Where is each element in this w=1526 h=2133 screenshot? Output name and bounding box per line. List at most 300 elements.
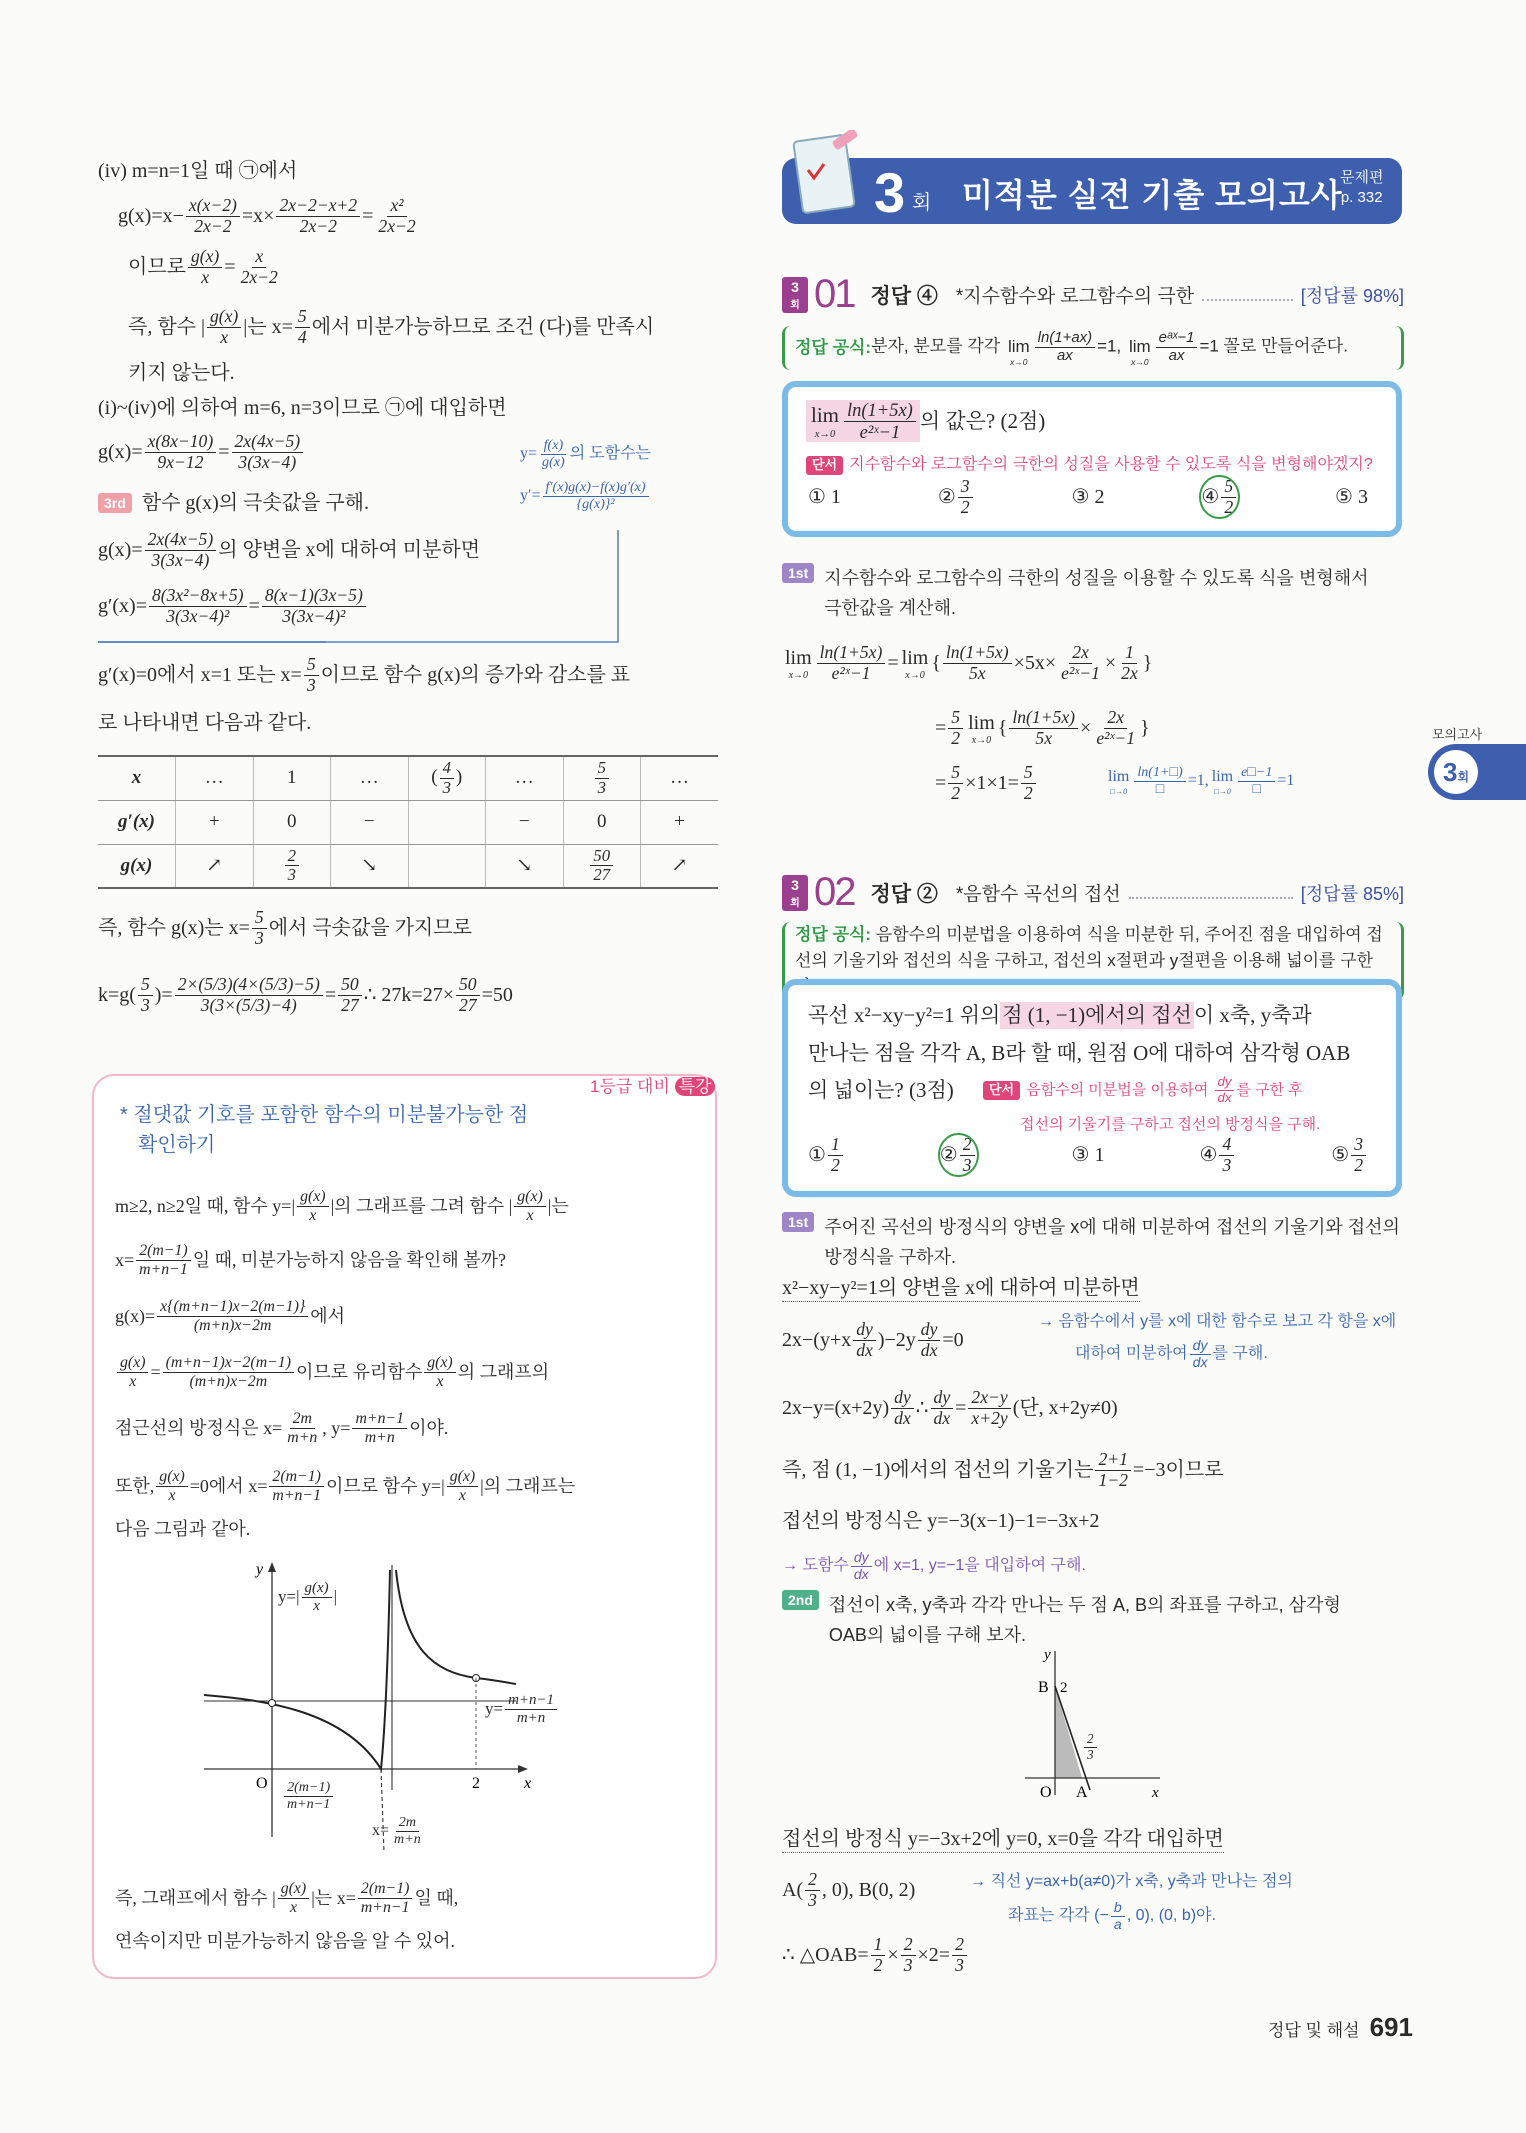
denominator: 2 [873, 1954, 883, 1975]
chapter-title: 미적분 실전 기출 모의고사 [962, 177, 1343, 213]
text-segment: =1 [1277, 771, 1295, 789]
choices [808, 477, 1368, 517]
side-tab-num: 3 [1442, 757, 1458, 787]
fraction [117, 1354, 148, 1390]
step-line: OAB의 넓이를 구해 보자. [828, 1625, 1027, 1645]
text-segment: =0 [942, 1329, 964, 1352]
fraction [302, 1580, 332, 1614]
numerator: dy [1215, 1075, 1235, 1091]
denominator: x+2y [971, 1407, 1008, 1428]
solution-line [935, 763, 1038, 803]
a-value-label [1082, 1732, 1099, 1763]
table-cell [331, 800, 409, 844]
problem-ref-page: p. 332 [1340, 189, 1383, 206]
text-segment: g(x)= [98, 539, 143, 562]
step-badge: 2nd [782, 1590, 819, 1610]
text-segment: 즉, 함수 | [128, 316, 205, 339]
hint-text: 접선의 기울기를 구하고 접선의 방정식을 구해. [1020, 1116, 1321, 1133]
numerator: 2x−y [968, 1388, 1010, 1409]
tip-title [120, 1100, 528, 1160]
fraction [285, 847, 299, 885]
numerator: 5 [1221, 477, 1236, 498]
case-iv-heading [98, 158, 297, 184]
fraction [136, 1242, 191, 1278]
table-row [98, 844, 718, 888]
choice-option [1331, 1135, 1368, 1175]
denominator: 3(3x−4)² [166, 605, 230, 626]
numerator: x² [387, 196, 406, 217]
limit-subscript: x→0 [1131, 356, 1149, 367]
denominator: e²ˣ−1 [831, 662, 871, 683]
step-line: 접선이 x축, y축과 각각 만나는 두 점 A, B의 좌표를 구하고, 삼각형 [828, 1595, 1341, 1615]
fraction [844, 400, 916, 442]
numerator: 5 [1021, 763, 1036, 784]
text-segment: 만나는 점을 각각 A, B라 할 때, 원점 O에 대하여 삼각형 OAB [808, 1041, 1351, 1065]
fraction [1009, 708, 1078, 748]
text-segment: → 음함수에서 y를 x에 대한 함수로 보고 각 항을 x에 [1038, 1313, 1397, 1330]
numerator: ln(1+5x) [817, 643, 886, 664]
fraction [1238, 765, 1275, 798]
formula-label: 정답 공식: [795, 337, 872, 357]
text-line [98, 908, 472, 948]
denominator: 3 [287, 865, 296, 885]
answer-formula [782, 326, 1404, 370]
text-segment: =−3이므로 [1132, 1459, 1224, 1482]
tip-line [115, 1242, 506, 1278]
step-text [829, 1590, 1341, 1650]
text-segment: |는 x= [243, 316, 293, 339]
limit-subscript: x→0 [814, 428, 836, 440]
denominator: 2 [1224, 496, 1234, 517]
fraction [1351, 1135, 1366, 1175]
numerator: 1 [828, 1135, 843, 1156]
answer: 정답 ④ [870, 284, 938, 308]
text-segment: 연속이지만 미분가능하지 않음을 알 수 있어. [115, 1931, 455, 1951]
table-cell [408, 756, 486, 800]
numerator: 3 [958, 477, 973, 498]
question-text [808, 1002, 1312, 1029]
fraction [543, 480, 649, 513]
denominator: 2 [960, 496, 970, 517]
limit-symbol: lim [968, 712, 995, 735]
tip-title-line: * 절댓값 기호를 포함한 함수의 미분불가능한 점 [120, 1104, 529, 1126]
numerator: dy [853, 1320, 876, 1341]
text-segment: 의 넓이는? (3점) [808, 1078, 954, 1102]
text-line [98, 395, 507, 421]
limit-subscript: □→0 [1214, 786, 1231, 796]
numerator: 2x [1069, 643, 1092, 664]
hint-text [1026, 1075, 1303, 1106]
limit [1108, 767, 1129, 796]
curve-label [278, 1580, 337, 1614]
chapter-number: 3 [874, 161, 906, 224]
denominator: 2x−2 [299, 215, 337, 236]
equation-line [128, 247, 283, 287]
text-segment: … [204, 767, 224, 789]
solution-line [935, 708, 1150, 748]
numerator: dy [1190, 1338, 1211, 1355]
round-badge-num: 3 [791, 876, 799, 893]
table-cell [98, 844, 176, 888]
fraction [1035, 330, 1095, 364]
step-text [824, 1212, 1400, 1272]
text-segment: 에서 [310, 1305, 345, 1326]
fraction [958, 477, 973, 517]
denominator: dx [1192, 1353, 1208, 1370]
denominator: dx [853, 1565, 869, 1582]
limit-note [1105, 765, 1294, 798]
fraction [1058, 643, 1103, 683]
step-1st [782, 563, 1369, 623]
text-segment: 다음 그림과 같아. [115, 1519, 251, 1539]
tip-line [115, 1468, 575, 1504]
table-cell [98, 756, 176, 800]
zero-point-label [282, 1780, 335, 1813]
y-arrow-icon [268, 1562, 276, 1572]
numerator: g(x) [156, 1468, 187, 1487]
problem-number: 02 [814, 870, 855, 914]
denominator: 3 [442, 777, 451, 797]
fraction [157, 1298, 308, 1334]
text-segment: ④ [1199, 1144, 1218, 1167]
round-badge-label: 회 [790, 299, 800, 311]
text-segment: ② [937, 486, 956, 509]
implicit-note [1038, 1312, 1396, 1333]
arrow-connector [98, 520, 628, 650]
denominator: x [458, 1486, 466, 1504]
problem-ref [1340, 168, 1383, 208]
tip-tag [590, 1072, 715, 1097]
denominator: 3 [254, 927, 264, 948]
denominator: □ [1252, 780, 1261, 797]
text-segment: | [333, 1587, 337, 1607]
text-segment: ×1×1= [965, 772, 1019, 795]
denominator: 3(3x−4) [238, 451, 297, 472]
text-segment: =x× [241, 205, 275, 228]
text-segment: ⑤ [1331, 1144, 1350, 1167]
chapter-banner [782, 158, 1402, 224]
numerator: 2x(4x−5) [232, 432, 304, 453]
text-segment: (i)~(iv)에 의하여 m=6, n=3이므로 ㉠에 대입하면 [98, 397, 507, 419]
topic: *지수함수와 로그함수의 극한 [955, 286, 1195, 307]
solution-line [782, 1388, 1118, 1428]
text-segment: 즉, 그래프에서 함수 | [115, 1887, 276, 1908]
text-segment: ↘ [361, 855, 378, 877]
fraction [375, 196, 418, 236]
text-segment: = [887, 652, 899, 675]
y-axis-label: y [1044, 1647, 1051, 1663]
numerator: ln(1+ax) [1035, 330, 1095, 348]
text-segment: × [887, 1944, 899, 1967]
text-segment: =1 꼴로 만들어준다. [1199, 336, 1348, 356]
text-segment: 2x−(y+x [782, 1329, 852, 1352]
fraction [456, 975, 480, 1015]
text-segment: g′(x) [118, 811, 155, 832]
text-segment: 이므로 함수 g(x)의 증가와 감소를 표 [320, 664, 631, 687]
text-segment: 이므로 함수 y=| [325, 1475, 445, 1496]
denominator: {g(x)}² [576, 495, 615, 512]
tip-line [115, 1354, 549, 1390]
denominator: dx [933, 1407, 951, 1428]
denominator: 2 [1023, 782, 1033, 803]
step-3rd [98, 490, 369, 516]
denominator: x [526, 1206, 534, 1224]
numerator: ln(1+5x) [844, 400, 916, 422]
table-cell [563, 800, 641, 844]
table-cell [563, 756, 641, 800]
denominator: m+n−1 [139, 1260, 188, 1278]
denominator: m+n−1 [272, 1486, 321, 1504]
fraction [186, 196, 240, 236]
text-segment: A( [782, 1879, 804, 1902]
limit [902, 645, 929, 681]
text-segment: g′(x)=0에서 x=1 또는 x= [98, 664, 302, 687]
hint-badge: 단서 [806, 456, 843, 475]
denominator: 3 [1222, 1154, 1232, 1175]
table-header-row [98, 756, 718, 800]
denominator: 3 [1087, 1746, 1094, 1762]
denominator: x [220, 326, 229, 347]
denominator: 3 [597, 777, 606, 797]
fraction [931, 1388, 954, 1428]
text-segment: 이므로 [128, 256, 186, 279]
step-badge: 3rd [98, 493, 132, 513]
limit [1008, 336, 1030, 367]
text-segment: 1 [287, 767, 297, 789]
text-segment: |의 그래프는 [480, 1475, 576, 1496]
problem-ref-label: 문제편 [1340, 169, 1384, 186]
choice-option-selected [940, 1135, 977, 1175]
denominator: m+n [364, 1428, 395, 1446]
fraction [1219, 1135, 1234, 1175]
text-segment: } [1142, 652, 1153, 675]
text-segment: 이므로 유리함수 [296, 1361, 423, 1382]
text-segment: … [359, 767, 379, 789]
denominator: a [1113, 1915, 1122, 1932]
text-segment: m≥2, n≥2일 때, 함수 y=| [115, 1195, 296, 1216]
numerator: b [1111, 1900, 1125, 1917]
text-segment: − [363, 811, 375, 832]
fraction [278, 1880, 309, 1916]
text-segment: ② [939, 1144, 958, 1167]
text-segment: 좌표는 각각 (− [1008, 1906, 1109, 1924]
text-line [128, 307, 654, 347]
solution-line [782, 1870, 915, 1910]
limit-subscript: x→0 [788, 670, 809, 682]
table-cell [253, 756, 331, 800]
fraction [284, 1410, 320, 1446]
numerator: 2(m−1) [136, 1242, 190, 1261]
text-segment: ×2= [917, 1944, 951, 1967]
text-segment: ⑤ 3 [1335, 486, 1368, 509]
table-cell [176, 756, 254, 800]
tip-line [115, 1188, 569, 1224]
numerator: 2 [285, 847, 299, 867]
point-b-label: B [1038, 1679, 1049, 1696]
hint-badge: 단서 [983, 1081, 1020, 1100]
fraction [295, 307, 310, 347]
text-segment: 즉, 함수 g(x)는 x= [98, 917, 250, 940]
x-axis-label: x [524, 1775, 532, 1792]
fraction [269, 1468, 324, 1504]
solution-line [782, 1826, 1224, 1853]
table-cell [408, 844, 486, 888]
numerator: 2x(4x−5) [145, 530, 217, 551]
numerator: g(x) [302, 1580, 332, 1598]
fraction [968, 1388, 1010, 1428]
step-line: 지수함수와 로그함수의 극한의 성질을 이용할 수 있도록 식을 변형해서 [824, 568, 1369, 588]
denominator: 2x [1121, 662, 1138, 683]
text-segment: =1, [1097, 336, 1126, 356]
fraction [338, 975, 362, 1015]
limit [1212, 767, 1233, 796]
denominator: x [313, 1597, 320, 1614]
denominator: 4 [297, 326, 307, 347]
numerator: 2 [805, 1870, 820, 1891]
problem-02-header [782, 870, 1404, 915]
fraction [163, 1354, 294, 1390]
text-segment: = [955, 1397, 967, 1420]
fraction [284, 1780, 333, 1813]
fraction [175, 975, 323, 1015]
text-segment: 에서 미분가능하므로 조건 (다)를 만족시 [311, 316, 655, 339]
fraction [145, 432, 217, 472]
text-segment: )−2y [877, 1329, 916, 1352]
table-cell [641, 800, 719, 844]
denominator: 27 [459, 994, 477, 1015]
text-segment: × [1080, 717, 1092, 740]
numerator: m+n−1 [505, 1692, 557, 1710]
choice-option-selected [1201, 477, 1238, 517]
denominator: 3 [903, 1954, 913, 1975]
denominator: e²ˣ−1 [1061, 662, 1100, 683]
fraction [1118, 643, 1141, 683]
fraction [1190, 1338, 1211, 1371]
text-segment: y=| [278, 1587, 300, 1607]
numerator: e□−1 [1238, 765, 1275, 782]
problem-number: 01 [814, 272, 855, 316]
fraction [252, 908, 267, 948]
table-cell [98, 800, 176, 844]
denominator: m+n [287, 1428, 318, 1446]
fraction [232, 432, 304, 472]
fraction [952, 1935, 967, 1975]
numerator: 50 [590, 847, 613, 867]
clipboard-icon [792, 130, 862, 220]
table-cell [331, 844, 409, 888]
text-segment: g(x)= [115, 1305, 156, 1326]
text-segment: , y= [322, 1417, 351, 1438]
text-segment: × [1104, 652, 1117, 675]
page-footer [1268, 2012, 1413, 2043]
fraction [595, 759, 609, 797]
denominator: 2x−2 [240, 266, 278, 287]
text-segment: + [674, 811, 685, 832]
numerator: 2x−2−x+2 [276, 196, 360, 217]
limit-symbol: lim [785, 647, 812, 670]
text-segment: 또한, [115, 1475, 155, 1496]
fraction [960, 1135, 975, 1175]
numerator: ln(1+□) [1134, 765, 1185, 782]
numerator: f(x) [541, 438, 567, 455]
text-segment: → 도함수 [782, 1556, 849, 1574]
text-segment: x²−xy−y²=1의 양변을 x에 대하여 미분하면 [782, 1277, 1140, 1299]
fraction [851, 1550, 872, 1583]
table-cell [253, 800, 331, 844]
denominator: □ [1155, 780, 1165, 797]
denominator: x [168, 1486, 176, 1504]
numerator: 50 [456, 975, 480, 996]
denominator: 3(3x−4) [151, 549, 210, 570]
denominator: e²ˣ−1 [1096, 727, 1136, 748]
solution-line [782, 1450, 1223, 1490]
numerator: dy [918, 1320, 941, 1341]
text-segment: ∴ 27k=27× [363, 984, 454, 1007]
question-text [808, 1040, 1350, 1067]
text-segment: = [935, 717, 947, 740]
numerator: 2m [396, 1815, 419, 1832]
denominator: 5x [968, 662, 986, 683]
fraction [918, 1320, 941, 1360]
equation-line [98, 975, 513, 1015]
side-tab-badge [1434, 750, 1478, 794]
text-segment: = [150, 1361, 161, 1382]
denominator: 27 [593, 865, 611, 885]
solution-line [782, 643, 1152, 683]
denominator: x [129, 1372, 137, 1390]
fraction [238, 247, 281, 287]
denominator: e²ˣ−1 [859, 421, 901, 442]
numerator: 8(3x²−8x+5) [149, 586, 247, 607]
numerator: 50 [338, 975, 362, 996]
numerator: x{(m+n−1)x−2(m−1)} [157, 1298, 308, 1317]
question-text [806, 400, 1045, 442]
open-point [269, 1700, 276, 1707]
numerator: g(x) [297, 1188, 328, 1207]
tip-tag-label: 1등급 대비 [590, 1077, 670, 1096]
numerator: x [252, 247, 266, 268]
answer: 정답 ② [870, 882, 938, 906]
solution-line [782, 1508, 1100, 1534]
numerator: g(x) [188, 247, 222, 268]
denominator: 2 [830, 1154, 840, 1175]
choice-option [1072, 1142, 1105, 1168]
text-segment: 에서 극솟값을 가지므로 [268, 917, 472, 940]
numerator: 2 [901, 1935, 916, 1956]
denominator: 3 [955, 1954, 964, 1975]
fraction [447, 1468, 478, 1504]
step-2nd [782, 1590, 1341, 1650]
denominator: m+n−1 [360, 1898, 410, 1916]
denominator: 2 [1354, 1154, 1363, 1175]
text-segment: 점근선의 방정식은 x= [115, 1417, 283, 1438]
fraction [424, 1354, 455, 1390]
text-segment: ) [455, 766, 463, 788]
numerator: ln(1+5x) [943, 643, 1012, 664]
text-segment: 에 x=1, y=−1을 대입하여 구해. [873, 1556, 1086, 1574]
denominator: m+n−1 [287, 1795, 331, 1812]
numerator: 2x [1104, 708, 1127, 729]
fraction [391, 1815, 424, 1848]
choices [808, 1135, 1368, 1175]
table-cell [486, 800, 564, 844]
text-segment: ( [431, 766, 438, 788]
numerator: 2 [960, 1135, 975, 1156]
origin-label: O [1040, 1784, 1052, 1801]
numerator: ln(1+5x) [1009, 708, 1078, 729]
choice-option [1072, 484, 1105, 510]
side-tab-label: 모의고사 [1432, 727, 1483, 742]
